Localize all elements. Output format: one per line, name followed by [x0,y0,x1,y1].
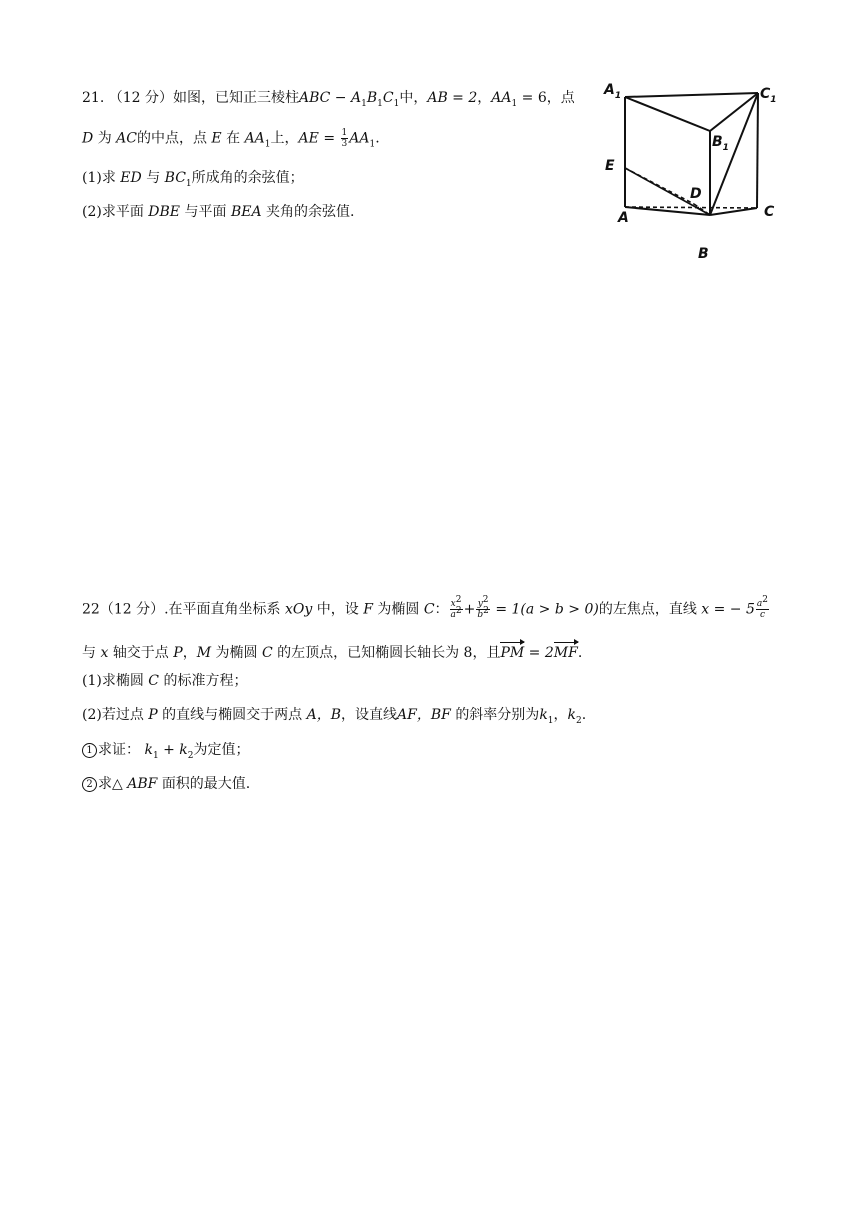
q21-prism: ABC − A [298,90,362,106]
edge-c1c [757,93,758,208]
label-d: D [690,186,702,202]
q21-dbe: DBE [148,204,181,220]
vec-mf: MF [554,640,578,662]
q21-point-tail: ，点 [546,90,575,106]
edge-ac [625,207,757,208]
q21-ab: AB = 2 [427,90,478,106]
label-c: C [764,204,775,220]
q21-score: （12 分） [108,90,173,106]
q21-part1: (1)求 ED 与 $BC_1$所成角的余弦值； [82,170,304,189]
q21-part1-tail: 所成角的余弦值； [191,170,304,186]
vec-pm: PM [500,640,524,662]
label-e: E [605,158,615,174]
label-c1: $C_1$ [760,86,777,105]
q21-e: E [211,130,222,147]
q21-part2-tail: 夹角的余弦值. [266,204,355,220]
q22-line2-text: 的左顶点，已知椭圆长轴长为 8，且 [277,645,501,661]
q22-part2-label: (2)若过点 [82,707,144,723]
q21-intro: 如图，已知正三棱柱 [172,90,299,106]
q21-bea: BEA [230,204,262,220]
q22-part1-label: (1)求椭圆 [82,673,144,689]
figure-labels [603,82,777,262]
q22-part1: (1)求椭圆 C 的标准方程； [82,673,248,689]
q22-sub1: 1 求证： $k_1 + k_2$为定值； [82,741,250,759]
q22-c: C [423,601,435,618]
q22-frac-x: $\frac{x^2}{a^2}$ [450,595,462,620]
q22-intro-c: 为椭圆 [377,601,420,618]
q21-aa: AA [491,90,512,106]
circled-two-icon: 2 [82,777,97,792]
q21-fraction: $\frac{1}{3}$ [341,128,348,149]
q22-part2: (2)若过点 P 的直线与椭圆交于两点 A，B，设直线AF，BF 的斜率分别为$k_1$，$k_2$. [82,707,587,726]
q21-ae: AE [298,130,319,147]
prism-figure [598,78,788,264]
edge-a1b1 [625,97,710,131]
circled-one-icon: 1 [82,743,97,758]
q22-frac-ac: $\frac{a^2}{c}$ [756,595,769,620]
q21-aa-val: = 6 [517,90,547,106]
q22-intro-b: 中，设 [316,601,359,618]
q22-f: F [363,601,373,618]
q21-line2: D 为 AC的中点，点 E 在 $AA_1$上，AE = $\frac{1}{3}$ $AA_1$. [82,128,380,150]
q21-part2-label: (2)求平面 [82,204,144,220]
q21-aa2: AA [244,130,265,147]
q22-intro-a: 在平面直角坐标系 [168,601,281,618]
q22-x: x [100,645,109,661]
q21-part1-label: (1)求 [82,170,116,186]
q21-line1: 21. （12 分）如图，已知正三棱柱ABC − $A_1B_1C_1$中，AB = 2，$AA_1 = 6$，点 [82,90,575,109]
q21-bc: BC [164,170,186,186]
label-a1: $A_1$ [604,82,622,101]
q21-d: D [82,130,94,147]
q22-line1: 22（12 分）.在平面直角坐标系 xOy 中，设 F 为椭圆 C： $\frac{x^2}{a^2}$ + $\frac{y^2}{b^2}$ = 1(a > b > 0)的左焦点，直线 x = − 5 $\frac{a^2}{c}$ [82,595,769,620]
q21-part2-with: 与平面 [184,204,227,220]
label-a: A [618,210,629,226]
q21-eq: = [318,130,340,147]
q22-xoy: xOy [284,601,313,618]
q21-mid-text: 的中点，点 [136,130,207,147]
q22-line2: 与 x 轴交于点 P，M 为椭圆 C 的左顶点，已知椭圆长轴长为 8，且PM = 2MF. [82,640,582,662]
q21-on: 在 [226,130,241,147]
q22-line-eq: x = − 5 [701,601,755,618]
q21-is: 为 [97,130,112,147]
q21-part2 [82,203,354,221]
q21-ac: AC [116,130,137,147]
edge-bc [710,208,757,215]
q22-eq-tail: = 1(a > b > 0) [490,601,599,618]
edge-a1c1 [625,93,758,97]
q21-ed: ED [120,170,142,186]
q22-p: P [173,645,183,661]
q22-intro-d: 的左焦点，直线 [598,601,697,618]
q22-sub2: 2 求△ ABF 面积的最大值. [82,775,250,793]
q21-number: 21. [82,90,105,106]
q21-aa3: AA [349,130,370,147]
label-b1: $B_1$ [712,134,729,153]
q22-m: M [196,645,212,661]
q22-number: 22（12 分）. [82,601,169,618]
q21-on-tail: 上， [270,130,299,147]
q21-part1-with: 与 [146,170,161,186]
q22-frac-y: $\frac{y^2}{b^2}$ [477,595,489,620]
label-b: B [698,246,709,262]
